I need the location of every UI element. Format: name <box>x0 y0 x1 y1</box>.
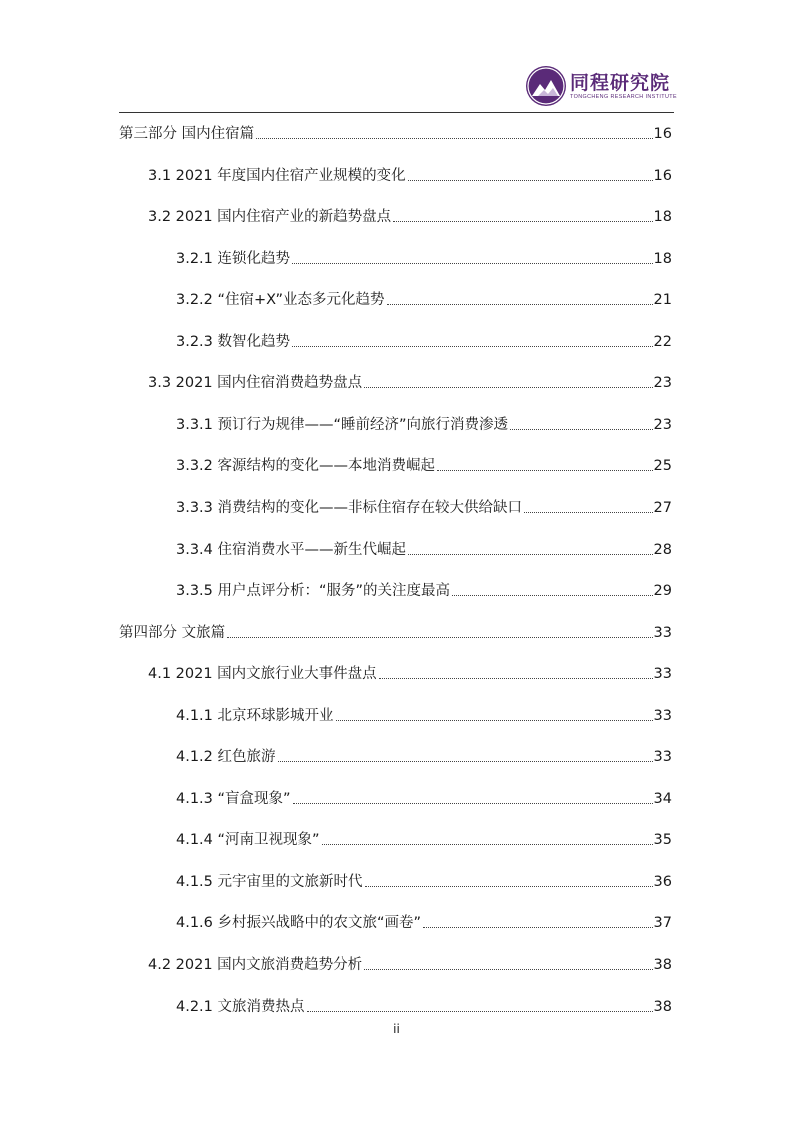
toc-entry[interactable] <box>119 577 672 601</box>
toc-entry[interactable] <box>119 702 672 726</box>
toc-entry-title: 3.3.3 消费结构的变化——非标住宿存在较大供给缺口 <box>176 499 523 516</box>
toc-entry[interactable] <box>119 743 672 767</box>
toc-entry-title: 4.1.6 乡村振兴战略中的农文旅“画卷” <box>176 915 422 932</box>
toc-entry-title: 3.3 2021 国内住宿消费趋势盘点 <box>148 375 363 392</box>
toc-entry-page-number: 18 <box>653 250 672 267</box>
toc-entry-title: 4.1.5 元宇宙里的文旅新时代 <box>176 873 363 890</box>
toc-entry-page-number: 33 <box>653 624 672 641</box>
toc-entry[interactable] <box>119 785 672 809</box>
toc-entry[interactable] <box>119 993 672 1017</box>
toc-dot-leader <box>452 595 653 596</box>
toc-entry[interactable] <box>119 452 672 476</box>
toc-dot-leader <box>293 803 653 804</box>
toc-entry-title: 第三部分 国内住宿篇 <box>119 126 255 142</box>
toc-dot-leader <box>408 554 653 555</box>
toc-dot-leader <box>227 637 652 638</box>
toc-entry-title: 4.1.1 北京环球影城开业 <box>176 707 334 724</box>
toc-entry[interactable] <box>119 909 672 933</box>
toc-entry-page-number: 16 <box>653 167 672 184</box>
toc-dot-leader <box>365 886 653 887</box>
toc-entry-title: 3.2.3 数智化趋势 <box>176 333 291 350</box>
toc-dot-leader <box>510 429 653 430</box>
toc-dot-leader <box>322 844 653 845</box>
toc-entry-title: 4.1.3 “盲盒现象” <box>176 790 291 807</box>
toc-entry-title: 4.1.2 红色旅游 <box>176 749 276 766</box>
toc-dot-leader <box>292 346 653 347</box>
toc-entry[interactable] <box>119 162 672 186</box>
toc-entry[interactable] <box>119 203 672 227</box>
toc-entry-title: 4.1.4 “河南卫视现象” <box>176 832 320 849</box>
toc-entry-title: 第四部分 文旅篇 <box>119 624 226 641</box>
toc-dot-leader <box>336 720 653 721</box>
toc-dot-leader <box>364 969 652 970</box>
toc-entry-page-number: 28 <box>653 541 672 558</box>
toc-dot-leader <box>307 1011 653 1012</box>
toc-entry-title: 3.2.2 “住宿+X”业态多元化趋势 <box>176 292 385 309</box>
toc-dot-leader <box>292 263 653 264</box>
page-number: ii <box>393 1022 400 1036</box>
toc-dot-leader <box>278 761 653 762</box>
toc-entry[interactable] <box>119 660 672 684</box>
toc-entry[interactable] <box>119 619 672 643</box>
toc-entry-page-number: 23 <box>653 416 672 433</box>
toc-dot-leader <box>393 221 652 222</box>
toc-dot-leader <box>437 470 653 471</box>
toc-entry[interactable] <box>119 245 672 269</box>
toc-entry-page-number: 33 <box>653 666 672 683</box>
toc-dot-leader <box>387 304 653 305</box>
toc-entry-title: 3.3.1 预订行为规律——“睡前经济”向旅行消费渗透 <box>176 416 509 433</box>
toc-entry-title: 4.1 2021 国内文旅行业大事件盘点 <box>148 666 377 683</box>
toc-dot-leader <box>408 180 653 181</box>
toc-entry-title: 3.1 2021 年度国内住宿产业规模的变化 <box>148 167 406 184</box>
toc-entry-title: 4.2.1 文旅消费热点 <box>176 998 305 1015</box>
toc-entry-title: 3.3.2 客源结构的变化——本地消费崛起 <box>176 458 436 475</box>
logo-english-name: TONGCHENG RESEARCH INSTITUTE <box>570 93 677 100</box>
toc-entry-title: 3.3.4 住宿消费水平——新生代崛起 <box>176 541 407 558</box>
toc-dot-leader <box>379 678 653 679</box>
toc-entry-page-number: 33 <box>653 749 672 766</box>
header-divider <box>119 112 674 113</box>
toc-entry-page-number: 33 <box>653 707 672 724</box>
toc-entry[interactable] <box>119 286 672 310</box>
toc-entry[interactable] <box>119 868 672 892</box>
toc-entry-page-number: 27 <box>653 499 672 516</box>
toc-entry[interactable] <box>119 826 672 850</box>
toc-entry-page-number: 18 <box>653 209 672 226</box>
logo-emblem-icon <box>526 66 566 106</box>
toc-entry-page-number: 36 <box>653 873 672 890</box>
toc-entry-title: 3.3.5 用户点评分析：“服务”的关注度最高 <box>176 583 451 600</box>
toc-entry-page-number: 16 <box>653 126 672 142</box>
toc-entry-title: 3.2 2021 国内住宿产业的新趋势盘点 <box>148 209 392 226</box>
toc-dot-leader <box>256 138 652 139</box>
toc-entry-page-number: 22 <box>653 333 672 350</box>
toc-entry-page-number: 21 <box>653 292 672 309</box>
toc-entry[interactable] <box>119 494 672 518</box>
logo-chinese-name: 同程研究院 <box>570 71 671 94</box>
toc-entry[interactable] <box>119 951 672 975</box>
toc-entry[interactable] <box>119 120 672 144</box>
toc-entry-page-number: 29 <box>653 583 672 600</box>
toc-entry-page-number: 38 <box>653 957 672 973</box>
toc-entry-page-number: 25 <box>653 458 672 475</box>
toc-entry-title: 4.2 2021 国内文旅消费趋势分析 <box>148 957 363 973</box>
toc-entry-page-number: 34 <box>653 790 672 807</box>
toc-entry-page-number: 38 <box>653 998 672 1015</box>
toc-entry[interactable] <box>119 536 672 560</box>
header-logo <box>526 66 677 106</box>
toc-entry-page-number: 23 <box>653 375 672 392</box>
toc-dot-leader <box>524 512 653 513</box>
toc-entry[interactable] <box>119 369 672 393</box>
toc-entry[interactable] <box>119 411 672 435</box>
toc-dot-leader <box>423 927 653 928</box>
toc-entry-title: 3.2.1 连锁化趋势 <box>176 250 291 267</box>
toc-dot-leader <box>364 387 652 388</box>
toc-entry-page-number: 37 <box>653 915 672 932</box>
toc-entry[interactable] <box>119 328 672 352</box>
toc-entry-page-number: 35 <box>653 832 672 849</box>
